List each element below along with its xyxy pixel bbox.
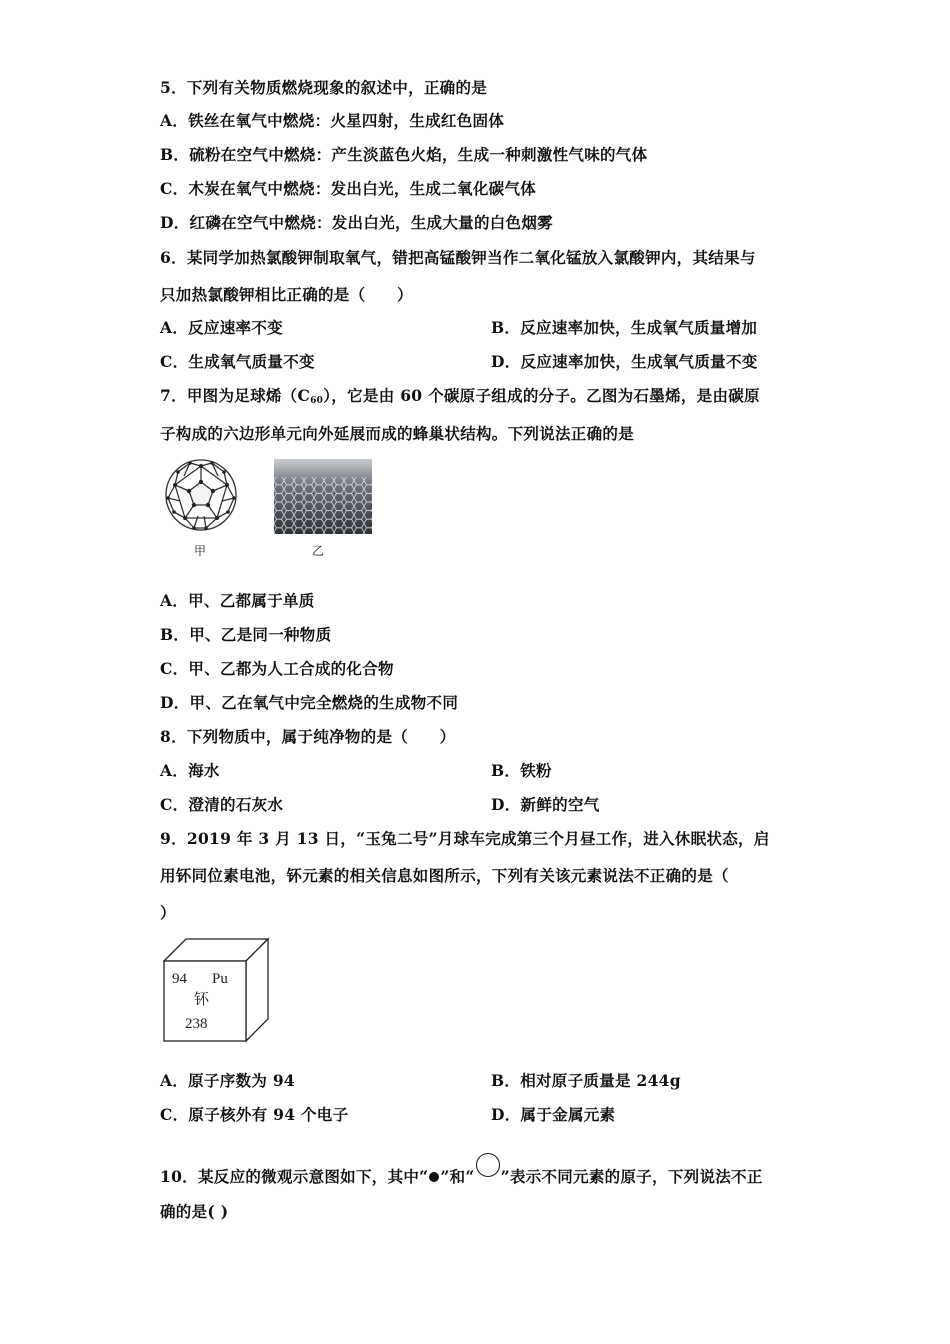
q5-stem: 5．下列有关物质燃烧现象的叙述中，正确的是	[160, 78, 488, 97]
q6-option-b[interactable]: B．反应速率加快，生成氧气质量增加	[491, 318, 758, 337]
q6-option-c[interactable]: C．生成氧气质量不变	[160, 352, 315, 371]
q9-stem-line1: 9．2019 年 3 月 13 日，“玉兔二号”月球车完成第三个月昼工作，进入休眠状态，启	[160, 829, 770, 848]
q8-option-c[interactable]: C．澄清的石灰水	[160, 795, 284, 814]
q7-stem-pre: 7．甲图为足球烯（C	[160, 386, 311, 405]
q5-option-b[interactable]: B．硫粉在空气中燃烧：产生淡蓝色火焰，生成一种刺激性气味的气体	[160, 145, 648, 164]
q5-option-d[interactable]: D．红磷在空气中燃烧：发出白光，生成大量的白色烟雾	[160, 213, 553, 232]
q10-stem-mid: ”和“	[440, 1167, 475, 1186]
q10-stem-pre: 10．某反应的微观示意图如下，其中“	[160, 1167, 429, 1186]
q7-stem-sub: 60	[310, 396, 324, 406]
black-atom-icon	[428, 1171, 440, 1183]
q7-stem-post: ），它是由 60 个碳原子组成的分子。乙图为石墨烯，是由碳原	[323, 386, 760, 405]
white-atom-icon	[475, 1152, 501, 1178]
q8-stem: 8．下列物质中，属于纯净物的是（ ）	[160, 727, 456, 746]
q10-stem-line1	[160, 1152, 763, 1187]
q5-option-c[interactable]: C．木炭在氧气中燃烧：发出白光，生成二氧化碳气体	[160, 179, 537, 198]
q7-option-a[interactable]: A．甲、乙都属于单质	[160, 591, 315, 610]
q7-option-c[interactable]: C．甲、乙都为人工合成的化合物	[160, 659, 394, 678]
q6-stem-line2: 只加热氯酸钾相比正确的是（ ）	[160, 285, 413, 304]
q10-stem-line2: 确的是( )	[160, 1202, 229, 1221]
element-atomic-number: 94	[172, 971, 187, 987]
fullerene-label: 甲	[194, 544, 207, 558]
q9-option-b[interactable]: B．相对原子质量是 244g	[491, 1071, 681, 1090]
element-name: 钚	[194, 990, 210, 1008]
q8-option-d[interactable]: D．新鲜的空气	[491, 795, 600, 814]
fullerene-figure	[162, 456, 240, 534]
q9-option-d[interactable]: D．属于金属元素	[491, 1105, 616, 1124]
q9-option-c[interactable]: C．原子核外有 94 个电子	[160, 1105, 349, 1124]
graphene-figure	[274, 459, 372, 534]
q7-stem-line2: 子构成的六边形单元向外延展而成的蜂巢状结构。下列说法正确的是	[160, 424, 635, 443]
q6-option-a[interactable]: A．反应速率不变	[160, 318, 283, 337]
q9-stem-line2: 用钚同位素电池，钚元素的相关信息如图所示，下列有关该元素说法不正确的是（	[160, 866, 729, 885]
graphene-label: 乙	[312, 544, 325, 558]
q8-option-b[interactable]: B．铁粉	[491, 761, 552, 780]
q6-stem-line1: 6．某同学加热氯酸钾制取氧气，错把高锰酸钾当作二氧化锰放入氯酸钾内，其结果与	[160, 248, 756, 267]
q10-stem-post: ”表示不同元素的原子，下列说法不正	[500, 1167, 763, 1186]
q7-option-d[interactable]: D．甲、乙在氧气中完全燃烧的生成物不同	[160, 693, 459, 712]
q9-option-a[interactable]: A．原子序数为 94	[160, 1071, 295, 1090]
q7-stem-line1	[160, 386, 760, 411]
q9-stem-line3: ）	[160, 903, 176, 922]
q8-option-a[interactable]: A．海水	[160, 761, 220, 780]
q7-option-b[interactable]: B．甲、乙是同一种物质	[160, 625, 332, 644]
q5-option-a[interactable]: A．铁丝在氧气中燃烧：火星四射，生成红色固体	[160, 111, 505, 130]
element-symbol: Pu	[212, 971, 228, 987]
element-card-plutonium	[162, 937, 272, 1043]
element-atomic-mass: 238	[185, 1016, 208, 1032]
q6-option-d[interactable]: D．反应速率加快，生成氧气质量不变	[491, 352, 758, 371]
